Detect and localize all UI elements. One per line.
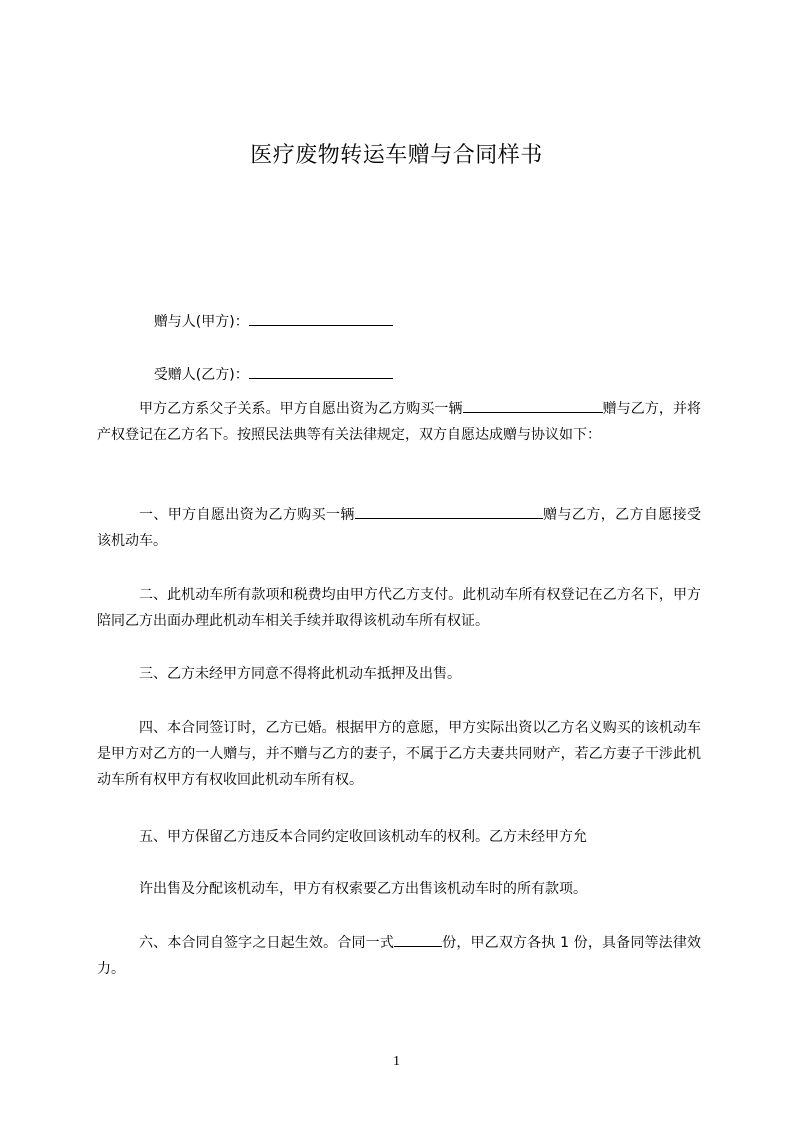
document-title: 医疗废物转运车赠与合同样书 xyxy=(250,143,543,168)
vehicle-blank-2[interactable] xyxy=(355,504,543,519)
page-number: 1 xyxy=(393,1054,400,1069)
intro-paragraph xyxy=(97,396,701,448)
clause-5-line-2: 许出售及分配该机动车，甲方有权索要乙方出售该机动车时的所有款项。 xyxy=(139,881,587,897)
intro-text-2: 赠与乙方，并将产权登记在乙方名下。按照民法典等有关法律规定，双方自愿达成赠与协议如下： xyxy=(97,401,702,443)
clause-6-text-2: 份，甲乙双方各执 1 份，具备同等法律效力。 xyxy=(97,935,701,977)
intro-text-1: 甲方乙方系父子关系。甲方自愿出资为乙方购买一辆 xyxy=(139,401,463,417)
clause-5-line-1: 五、甲方保留乙方违反本合同约定收回该机动车的权利。乙方未经甲方允 xyxy=(139,829,587,845)
clause-3: 三、乙方未经甲方同意不得将此机动车抵押及出售。 xyxy=(139,666,461,682)
clause-1-text-1: 一、甲方自愿出资为乙方购买一辆 xyxy=(139,507,355,523)
recipient-label: 受赠人(乙方)： xyxy=(153,367,249,383)
donor-line xyxy=(136,291,393,352)
vehicle-blank-1[interactable] xyxy=(463,398,603,413)
clause-2: 二、此机动车所有款项和税费均由甲方代乙方支付。此机动车所有权登记在乙方名下，甲方陪同乙方出面办理此机动车相关手续并取得该机动车所有权证。 xyxy=(97,587,701,629)
copies-blank[interactable] xyxy=(394,932,442,947)
clause-6 xyxy=(97,930,701,982)
donor-blank[interactable] xyxy=(249,311,393,326)
clause-4: 四、本合同签订时，乙方已婚。根据甲方的意愿，甲方实际出资以乙方名义购买的该机动车是甲方对乙方的一人赠与，并不赠与乙方的妻子，不属于乙方夫妻共同财产，若乙方妻子干涉此机动车所有权甲方有权收回此机动车所有权。 xyxy=(97,720,701,788)
donor-label: 赠与人(甲方)： xyxy=(153,314,249,330)
clause-6-text-1: 六、本合同自签字之日起生效。合同一式 xyxy=(139,935,395,951)
clause-1-text-2: 赠与乙方，乙方自愿接受该机动车。 xyxy=(97,507,702,549)
recipient-blank[interactable] xyxy=(249,364,393,379)
clause-1 xyxy=(97,502,701,554)
